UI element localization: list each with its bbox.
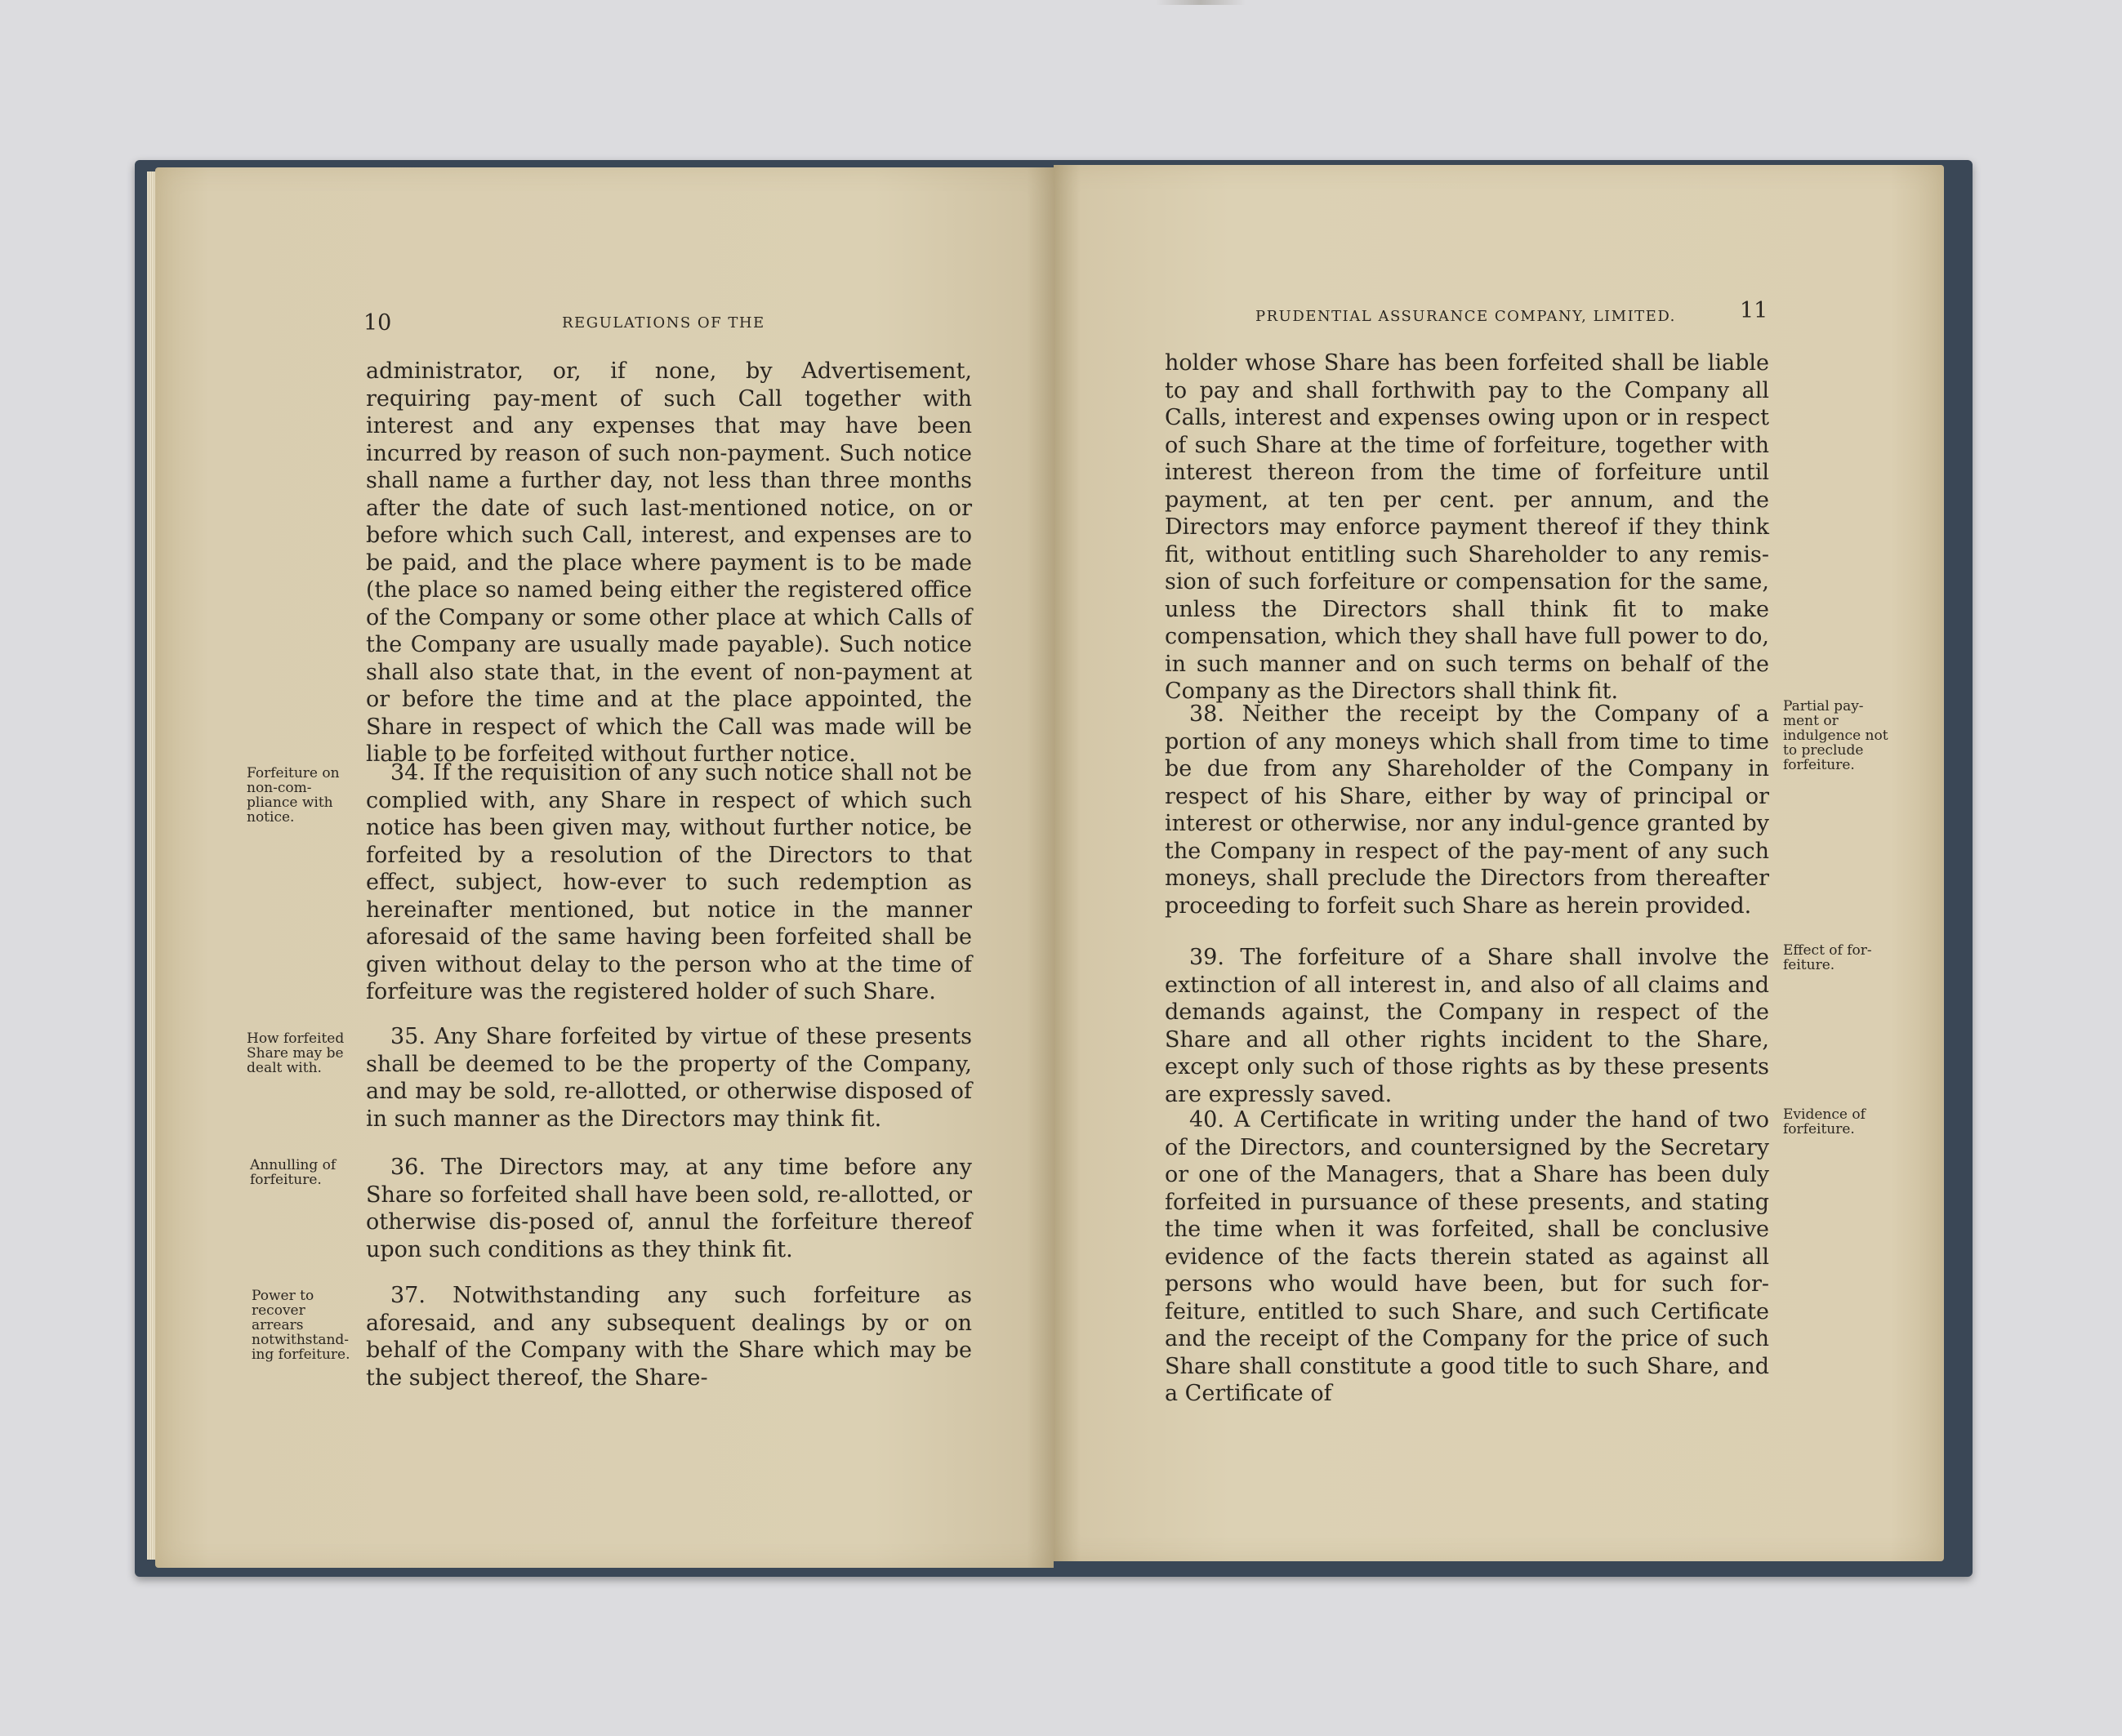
- margin-note-35: How forfeited Share may be dealt with.: [247, 1030, 345, 1076]
- right-paragraph-39: 39. The forfeiture of a Share shall involve the extinction of all interest in, and also of all claims and demands against, the Company in respect of the Share and all other rights incident to the Share, except only such of those rights as by these presents are expressly saved.: [1165, 945, 1769, 1107]
- margin-note-34: Forfeiture on non-com-pliance with notice.: [247, 765, 340, 826]
- margin-note-36: Annulling of forfeiture.: [250, 1157, 337, 1188]
- left-paragraph-34: 34. If the requisition of any such notice shall not be complied with, any Share in respect of which such notice has been given may, without further notice, be forfeited by a resolution of the Directors to that effect, subject, how-ever to such redemption as hereinafter mentioned, but notice in the manner aforesaid of the same having been forfeited shall be given without delay to the person who at the time of forfeiture was the registered holder of such Share.: [366, 760, 972, 1004]
- right-body-38: [1165, 701, 1769, 919]
- left-page-number: 10: [363, 310, 392, 336]
- left-body-a: [366, 358, 972, 768]
- left-body-37: [366, 1282, 972, 1391]
- left-body-35: [366, 1023, 972, 1133]
- top-smudge: [1156, 0, 1246, 5]
- left-paragraph-37: 37. Notwithstanding any such forfeiture as aforesaid, and any subsequent dealings by or on behalf of the Company with the Share which may be the subject thereof, the Share-: [366, 1283, 972, 1391]
- right-paragraph-40: 40. A Certificate in writing under the hand of two of the Directors, and countersigned by the Secretary or one of the Managers, that a Share has been duly forfeited in pursuance of these presents, and stating the time when it was forfeited, shall be conclusive evidence of the facts therein stated as against all persons who would have been, but for such for-feiture, entitled to such Share, and such Certificate and the receipt of the Company for the price of such Share shall constitute a good title to such Share, and a Certificate of: [1165, 1107, 1769, 1406]
- left-body-34: [366, 759, 972, 1006]
- left-paragraph-36: 36. The Directors may, at any time before any Share so forfeited shall have been sold, re-allotted, or otherwise dis-posed of, annul the forfeiture thereof upon such conditions as they think fit.: [366, 1155, 972, 1262]
- right-body-a: [1165, 349, 1769, 706]
- left-body-36: [366, 1154, 972, 1263]
- right-paragraph-38: 38. Neither the receipt by the Company of a portion of any moneys which shall from time to time be due from any Shareholder of the Company in respect of his Share, either by way of principal or interest or otherwise, nor any indul-gence granted by the Company in respect of the pay-ment of any such moneys, shall preclude the Directors from thereafter proceeding to forfeit such Share as herein provided.: [1165, 701, 1769, 919]
- margin-note-39: Effect of for-feiture.: [1783, 942, 1872, 973]
- left-running-head: REGULATIONS OF THE: [562, 314, 765, 332]
- right-body-40: [1165, 1106, 1769, 1408]
- left-paragraph-continued: administrator, or, if none, by Advertisement, requiring pay-ment of such Call together with interest and any expenses that may have been incurred by reason of such non-payment. Such notice shall name a further day, not less than three months after the date of such last-mentioned notice, on or before which such Call, interest, and expenses are to be paid, and the place where payment is to be made (the place so named being either the registered office of the Company or some other place at which Calls of the Company are usually made payable). Such notice shall also state that, in the event of non-payment at or before the time and at the place appointed, the Share in respect of which the Call was made will be liable to be forfeited without further notice.: [366, 358, 972, 767]
- left-paragraph-35: 35. Any Share forfeited by virtue of these presents shall be deemed to be the property of the Company, and may be sold, re-allotted, or otherwise disposed of in such manner as the Directors may think fit.: [366, 1024, 972, 1132]
- margin-note-40: Evidence of forfeiture.: [1783, 1106, 1866, 1137]
- right-page-number: 11: [1740, 298, 1768, 323]
- right-running-head: PRUDENTIAL ASSURANCE COMPANY, LIMITED.: [1255, 308, 1676, 325]
- right-paragraph-continued: holder whose Share has been forfeited shall be liable to pay and shall forthwith pay to the Company all Calls, interest and expenses owing upon or in respect of such Share at the time of forfeiture, together with interest thereon from the time of forfeiture until payment, at ten per cent. per annum, and the Directors may enforce payment thereof if they think fit, without entitling such Shareholder to any remis-sion of such forfeiture or compensation for the same, unless the Directors shall think fit to make compensation, which they shall have full power to do, in such manner and on such terms on behalf of the Company as the Directors shall think fit.: [1165, 350, 1769, 704]
- margin-note-37: Power to recover arrears notwithstand-ing forfeiture.: [252, 1288, 350, 1363]
- margin-note-38: Partial pay-ment or indulgence not to preclude forfeiture.: [1783, 698, 1888, 773]
- right-body-39: [1165, 944, 1769, 1108]
